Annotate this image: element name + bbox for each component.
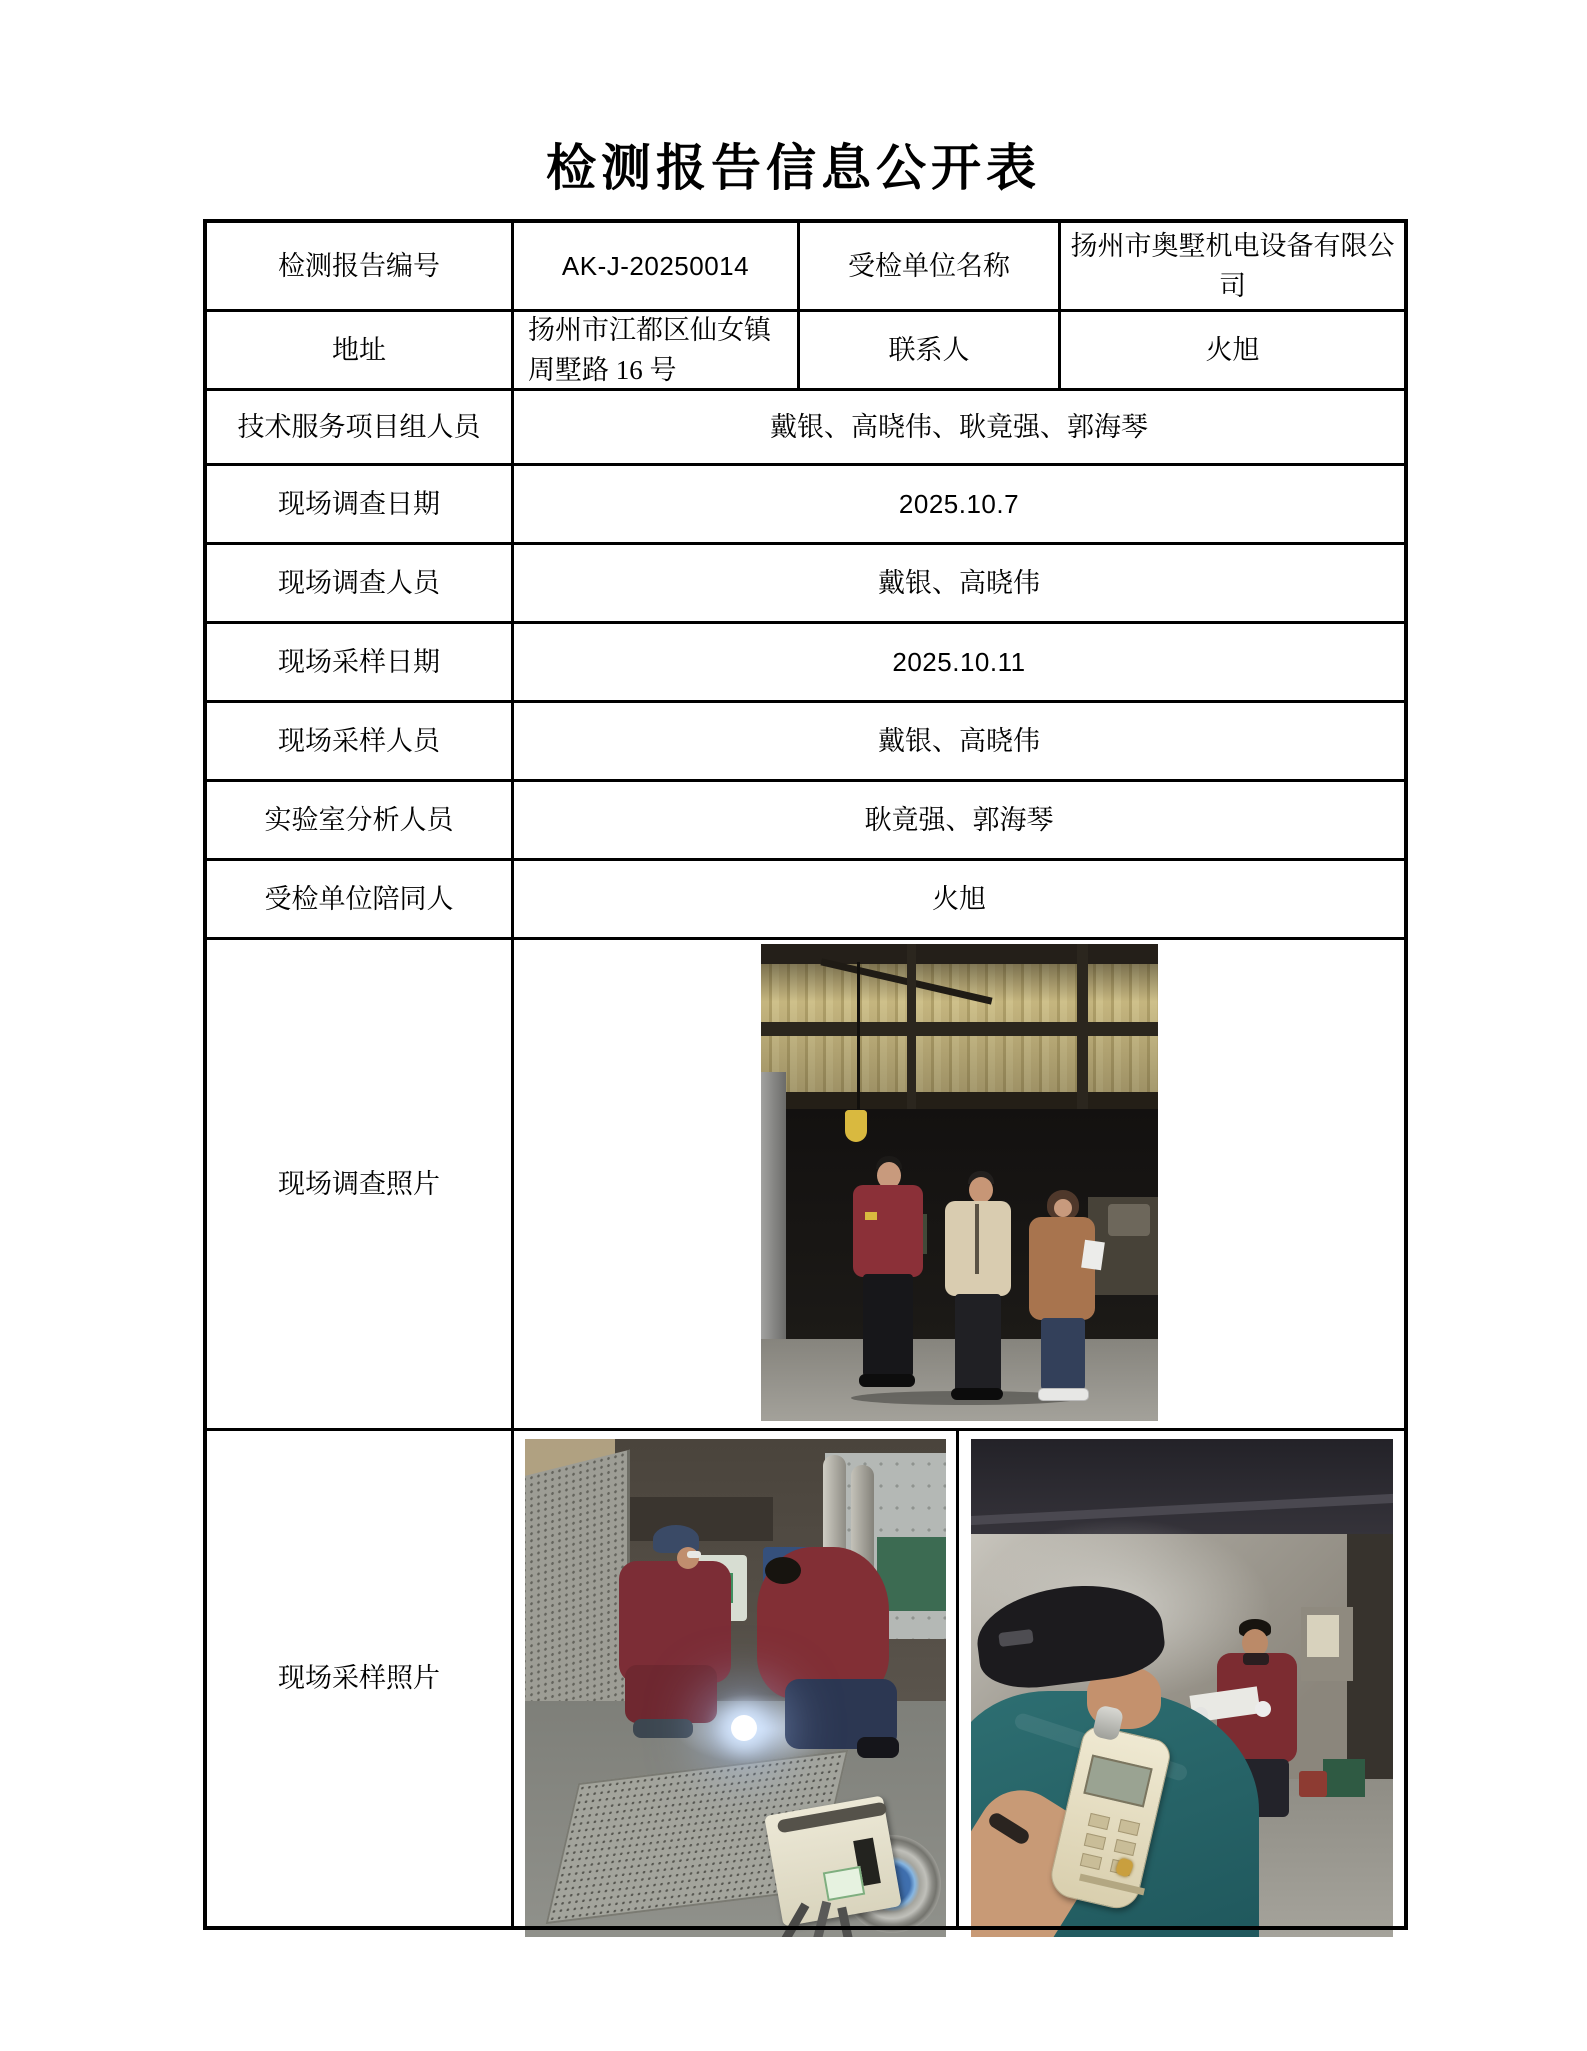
welding-sampling-photo — [525, 1439, 946, 1937]
person-right-shoes — [1038, 1388, 1089, 1401]
table-bottom-border — [203, 1926, 1408, 1930]
person-right-jeans — [1041, 1318, 1085, 1390]
crane-hook — [845, 1110, 867, 1142]
survey-photo — [761, 944, 1158, 1421]
person-right-face — [1054, 1199, 1072, 1217]
person-middle-shoes — [951, 1388, 1003, 1400]
table-row — [207, 223, 1404, 312]
dark-shelving — [1347, 1534, 1393, 1789]
sampling-photo-left-cell — [514, 1431, 959, 1926]
team-value: 戴银、高晓伟、耿竟强、郭海琴 — [770, 411, 1148, 442]
person-middle-face — [969, 1177, 993, 1203]
survey-staff-value: 戴银、高晓伟 — [878, 567, 1040, 598]
table-row — [207, 624, 1404, 703]
roof-beam — [761, 944, 1158, 964]
address-label: 地址 — [207, 312, 514, 388]
contact-label: 联系人 — [800, 312, 1061, 388]
report-info-table — [203, 219, 1408, 1926]
door-frame — [761, 1072, 786, 1340]
page-title: 检测报告信息公开表 — [546, 140, 1041, 196]
roof-beam — [761, 1022, 1158, 1036]
person-right-brown-coat — [1029, 1217, 1095, 1320]
lab-staff-label: 实验室分析人员 — [207, 782, 514, 858]
sampling-date-label: 现场采样日期 — [207, 624, 514, 700]
jacket-badge — [865, 1212, 877, 1220]
roof-post — [907, 944, 916, 1109]
person-left-shoes — [859, 1374, 915, 1387]
held-documents — [1081, 1240, 1105, 1271]
roof-beam — [761, 1092, 1158, 1109]
survey-photo-cell — [514, 940, 1404, 1428]
control-box — [1307, 1615, 1339, 1657]
escort-label: 受检单位陪同人 — [207, 861, 514, 937]
jacket-zipper — [975, 1204, 979, 1274]
sampling-date-value: 2025.10.11 — [892, 646, 1026, 677]
unit-name-value: 扬州市奥墅机电设备有限公司 — [1070, 230, 1395, 301]
white-glove — [1255, 1701, 1271, 1717]
roof-post — [1077, 944, 1088, 1109]
sampling-staff-label: 现场采样人员 — [207, 703, 514, 779]
meter-sampling-photo — [971, 1439, 1393, 1937]
welder-left-shoe — [633, 1719, 693, 1738]
welder-right-hair — [765, 1557, 801, 1584]
escort-value: 火旭 — [932, 883, 986, 914]
table-row — [207, 940, 1404, 1431]
red-bucket — [1299, 1771, 1327, 1797]
table-row — [207, 782, 1404, 861]
welder-left-legs — [625, 1665, 717, 1723]
person-left-pants — [863, 1274, 913, 1377]
lab-staff-value: 耿竟强、郭海琴 — [864, 804, 1054, 835]
welding-arc-light — [731, 1715, 757, 1741]
table-row — [207, 466, 1404, 545]
jacket-collar — [1243, 1653, 1269, 1665]
table-row — [207, 1431, 1404, 1926]
table-row — [207, 312, 1404, 391]
survey-date-value: 2025.10.7 — [898, 488, 1020, 519]
sampling-staff-value: 戴银、高晓伟 — [878, 725, 1040, 756]
survey-staff-label: 现场调查人员 — [207, 545, 514, 621]
person-left-red-jacket — [853, 1185, 923, 1277]
sampling-photo-label: 现场采样照片 — [207, 1431, 514, 1926]
person-middle-pants — [955, 1294, 1001, 1392]
report-no-value: AK-J-20250014 — [514, 223, 800, 309]
contact-value: 火旭 — [1205, 334, 1260, 365]
table-row — [207, 861, 1404, 940]
stored-goods — [1108, 1204, 1150, 1236]
welder-right-shoe — [857, 1737, 899, 1758]
team-label: 技术服务项目组人员 — [207, 391, 514, 463]
survey-date-label: 现场调查日期 — [207, 466, 514, 542]
welder-goggles — [687, 1551, 701, 1558]
green-bin — [1323, 1759, 1365, 1797]
table-row — [207, 545, 1404, 624]
table-row — [207, 703, 1404, 782]
address-value: 扬州市江都区仙女镇周墅路 16 号 — [514, 312, 800, 388]
crane-cable — [857, 962, 860, 1117]
survey-photo-label: 现场调查照片 — [207, 940, 514, 1428]
report-no-label: 检测报告编号 — [207, 223, 514, 309]
sampling-photo-right-cell — [959, 1431, 1404, 1926]
unit-name-label: 受检单位名称 — [800, 223, 1061, 309]
table-row — [207, 391, 1404, 466]
